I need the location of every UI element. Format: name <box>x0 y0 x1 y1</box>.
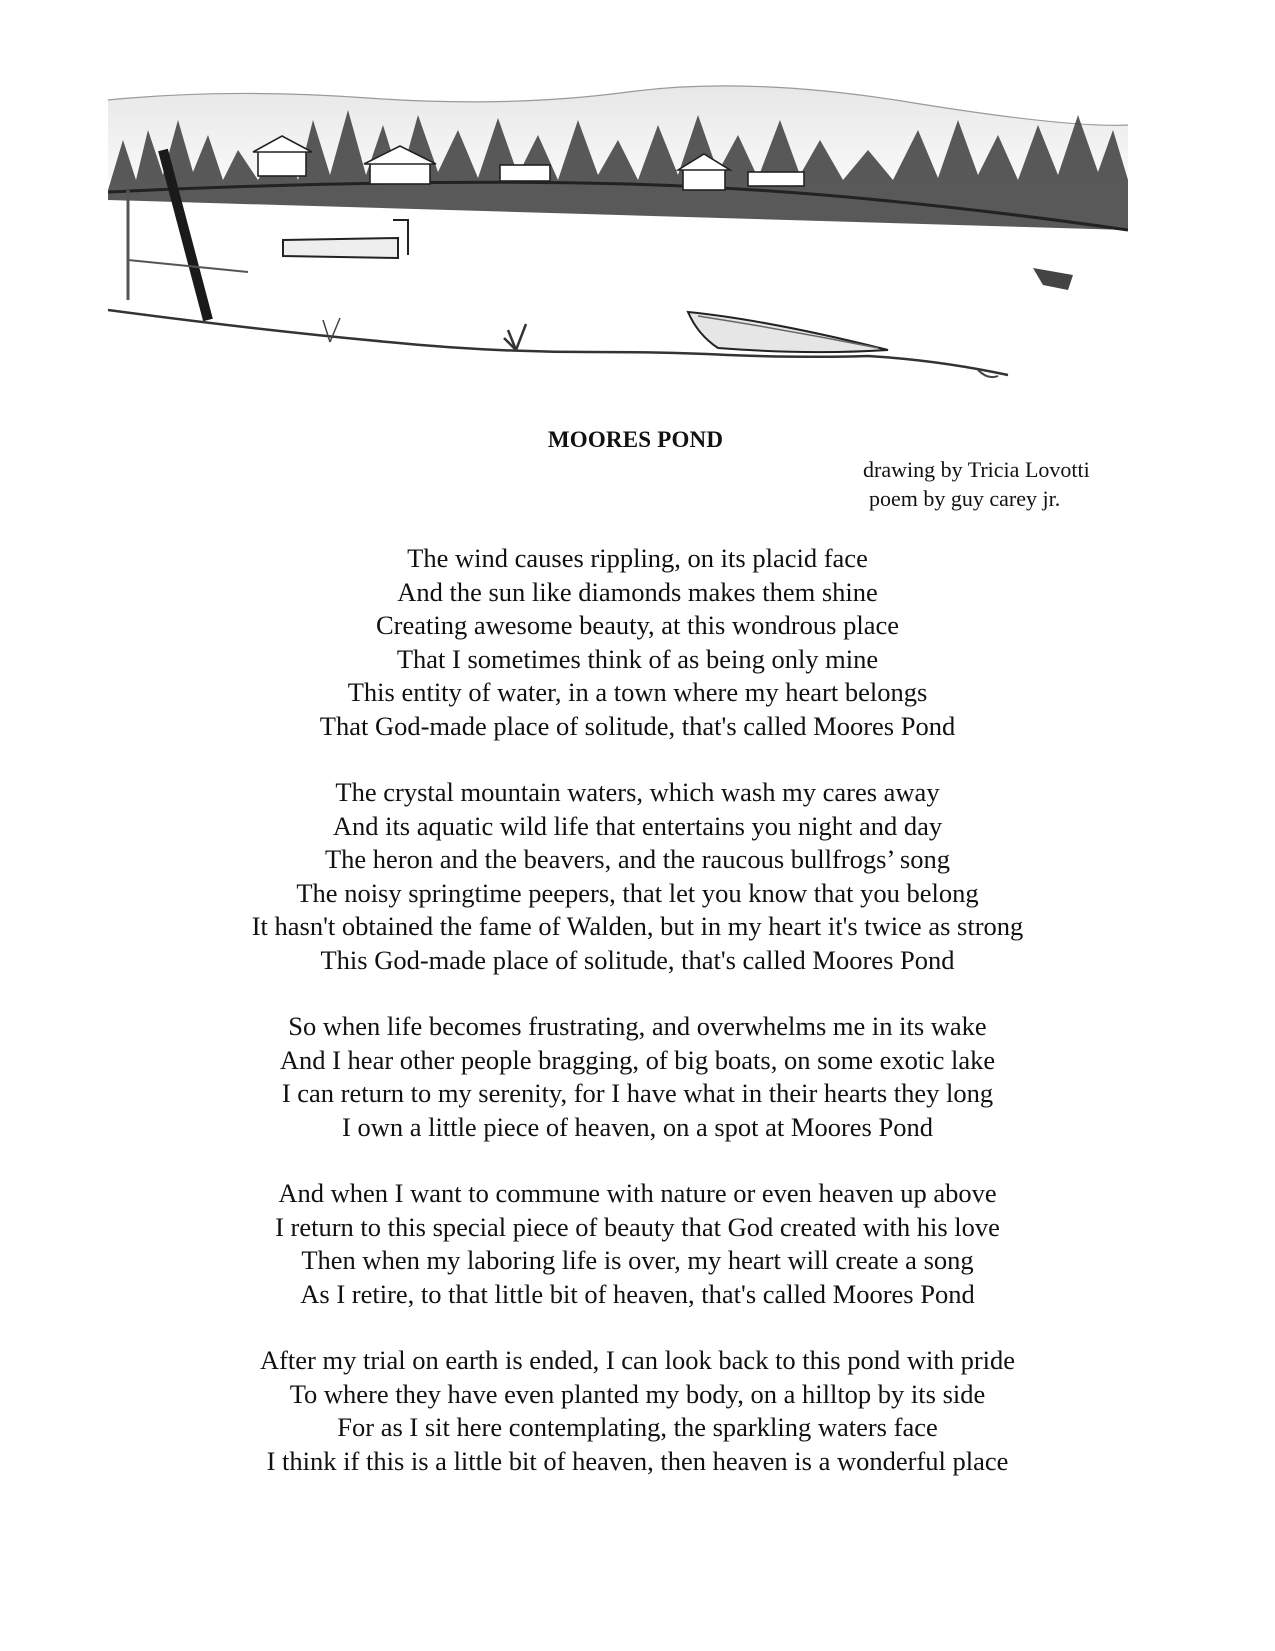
poem-line: This God-made place of solitude, that's called Moores Pond <box>320 944 955 975</box>
stanza-4 <box>0 1177 1275 1311</box>
poem-line: The crystal mountain waters, which wash my cares away <box>335 777 940 807</box>
stanza-3 <box>0 1010 1275 1144</box>
poem-line: I own a little piece of heaven, on a spot at Moores Pond <box>342 1111 933 1142</box>
poem-line: As I retire, to that little bit of heaven, that's called Moores Pond <box>300 1278 975 1309</box>
poem-line: That I sometimes think of as being only mine <box>396 643 879 674</box>
poem-title <box>0 427 1275 453</box>
poem-credit: poem by guy carey jr. <box>869 486 1061 511</box>
poem-line: The noisy springtime peepers, that let you know that you belong <box>296 877 979 908</box>
stanza-2 <box>0 776 1275 977</box>
poem-title-text: MOORES POND <box>547 427 724 452</box>
poem-line: I can return to my serenity, for I have what in their hearts they long <box>281 1078 994 1108</box>
poem-line: And its aquatic wild life that entertains you night and day <box>332 810 943 841</box>
poem-line: The heron and the beavers, and the raucous bullfrogs’ song <box>324 844 950 874</box>
poem-line: Creating awesome beauty, at this wondrous place <box>376 610 899 640</box>
poem-line: And I hear other people bragging, of big boats, on some exotic lake <box>279 1044 996 1075</box>
pond-landscape-icon <box>108 80 1128 410</box>
drawing-credit: drawing by Tricia Lovotti <box>863 457 1090 482</box>
poem-line: That God-made place of solitude, that's called Moores Pond <box>319 710 956 741</box>
stanza-1 <box>0 542 1275 743</box>
stanza-5 <box>0 1344 1275 1478</box>
poem-line: And the sun like diamonds makes them shine <box>397 576 878 607</box>
poem-line: The wind causes rippling, on its placid face <box>407 543 868 573</box>
poem-line: I think if this is a little bit of heaven, then heaven is a wonderful place <box>266 1445 1009 1476</box>
poem-line: To where they have even planted my body, on a hilltop by its side <box>289 1378 986 1409</box>
poem-line: So when life becomes frustrating, and overwhelms me in its wake <box>288 1011 987 1041</box>
poem-line: It hasn't obtained the fame of Walden, but in my heart it's twice as strong <box>251 911 1024 941</box>
pond-drawing-illustration <box>108 80 1128 410</box>
poem-body <box>0 542 1275 1511</box>
poem-line: For as I sit here contemplating, the sparkling waters face <box>337 1412 938 1442</box>
poem-line: This entity of water, in a town where my heart belongs <box>347 677 928 707</box>
poem-line: Then when my laboring life is over, my heart will create a song <box>301 1245 974 1275</box>
poem-line: And when I want to commune with nature or even heaven up above <box>278 1178 997 1208</box>
poem-line: I return to this special piece of beauty that God created with his love <box>275 1211 1000 1242</box>
poem-line: After my trial on earth is ended, I can look back to this pond with pride <box>259 1345 1016 1375</box>
